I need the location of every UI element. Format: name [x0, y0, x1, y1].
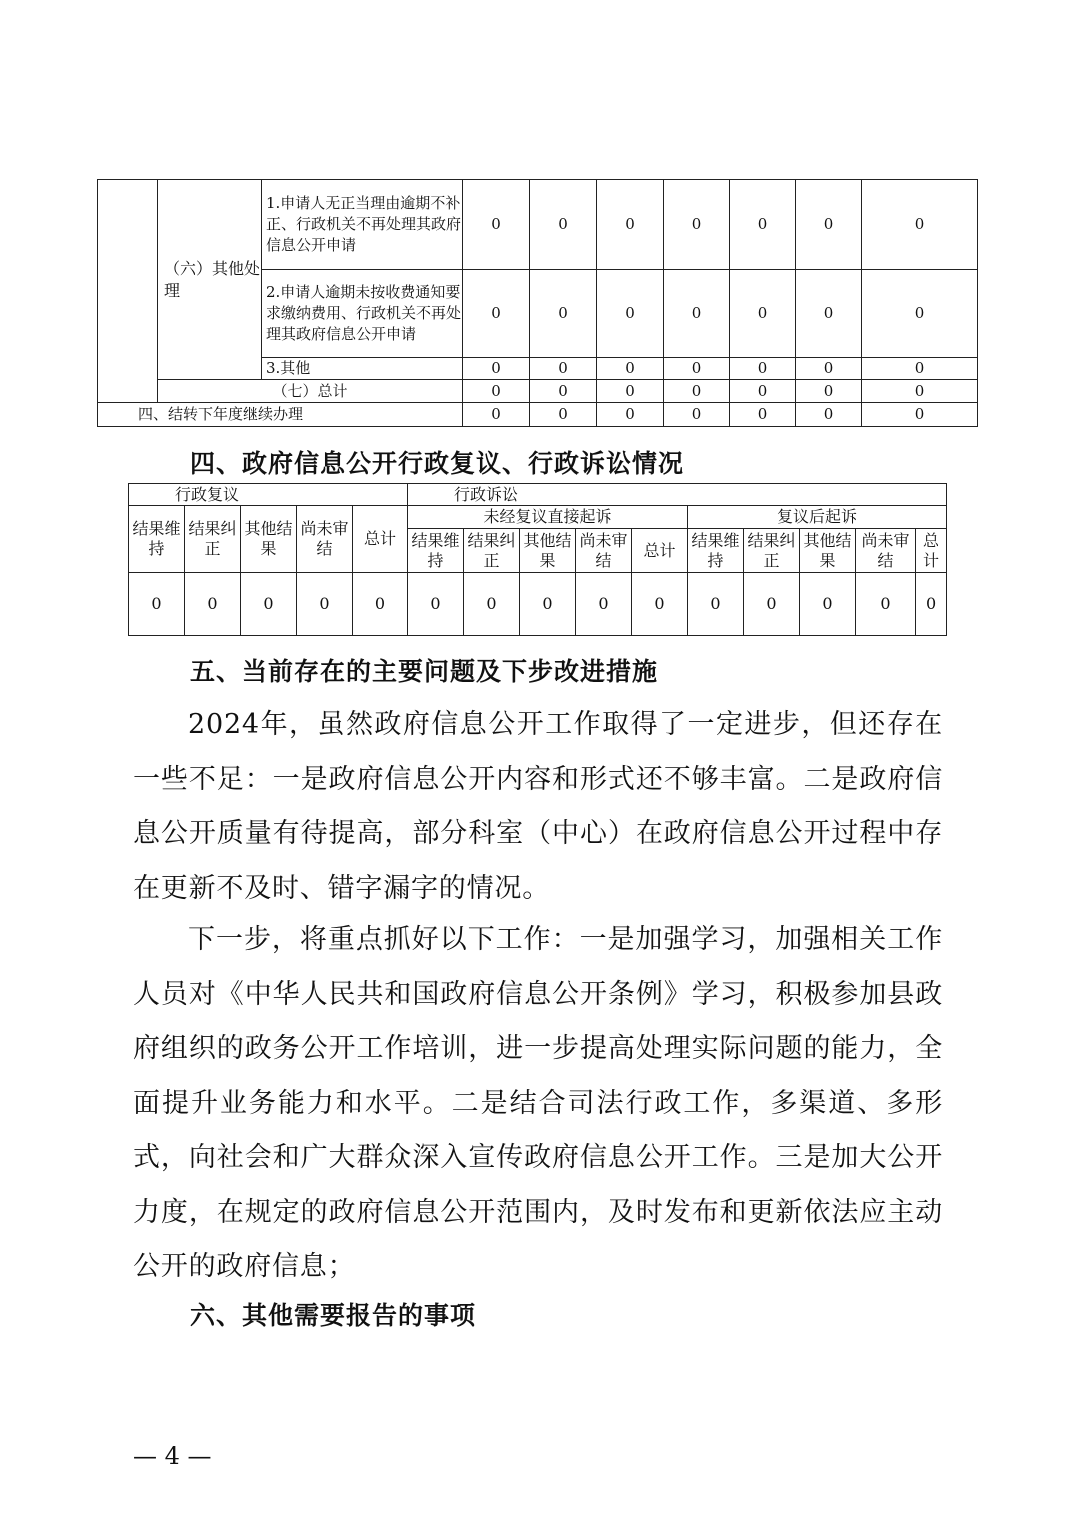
- table-cell: 0: [597, 180, 664, 270]
- table-cell: 0: [530, 180, 597, 270]
- table-cell: 0: [464, 573, 520, 636]
- table-cell: 0: [597, 380, 664, 403]
- table-cell: 0: [856, 573, 916, 636]
- column-header: 其他结果: [800, 529, 856, 573]
- table-cell: 0: [408, 573, 464, 636]
- table-cell: 0: [796, 358, 862, 380]
- table-cell: 0: [730, 358, 796, 380]
- section-5-heading: 五、当前存在的主要问题及下步改进措施: [190, 657, 659, 686]
- column-header: 尚未审结: [576, 529, 632, 573]
- table-cell: 0: [730, 403, 796, 427]
- table-cell: 0: [463, 380, 530, 403]
- table-cell: 0: [916, 573, 947, 636]
- table-cell: 0: [800, 573, 856, 636]
- direct-suit-header: 未经复议直接起诉: [408, 506, 688, 529]
- table-cell: 0: [353, 573, 408, 636]
- next-steps-paragraph: 下一步，将重点抓好以下工作：一是加强学习，加强相关工作人员对《中华人民共和国政府信息公开条例》学习，积极参加县政府组织的政务公开工作培训，进一步提高处理实际问题的能力，全面提升业务能力和水平。二是结合司法行政工作，多渠道、多形式，向社会和广大群众深入宣传政府信息公开工作。三是加大公开力度，在规定的政府信息公开范围内，及时发布和更新依法应主动公开的政府信息；: [133, 924, 943, 1282]
- row-label: 1.申请人无正当理由逾期不补正、行政机关不再处理其政府信息公开申请: [262, 180, 463, 270]
- table-cell: 0: [241, 573, 297, 636]
- category-other-processing: （六）其他处理: [158, 180, 262, 380]
- table-cell: 0: [730, 270, 796, 358]
- table-cell: 0: [730, 380, 796, 403]
- table-cell: 0: [297, 573, 353, 636]
- application-processing-table: [97, 179, 978, 427]
- column-header: 其他结果: [241, 506, 297, 573]
- table-cell: 0: [862, 270, 978, 358]
- section-6-heading: 六、其他需要报告的事项: [190, 1301, 477, 1330]
- suit-after-review-header: 复议后起诉: [688, 506, 947, 529]
- admin-litigation-header: 行政诉讼: [408, 484, 947, 506]
- table-cell: 0: [664, 180, 730, 270]
- table-cell: 0: [862, 180, 978, 270]
- column-header: 尚未审结: [297, 506, 353, 573]
- table-cell: 0: [463, 403, 530, 427]
- column-header: 总计: [632, 529, 688, 573]
- table-cell: 0: [463, 180, 530, 270]
- row-label: 2.申请人逾期未按收费通知要求缴纳费用、行政机关不再处理其政府信息公开申请: [262, 270, 463, 358]
- outer-category-cell: [98, 180, 158, 403]
- table-cell: 0: [796, 270, 862, 358]
- table-cell: 0: [530, 380, 597, 403]
- review-litigation-table: [128, 483, 947, 636]
- table-cell: 0: [688, 573, 744, 636]
- table-cell: 0: [597, 270, 664, 358]
- table-cell: 0: [796, 403, 862, 427]
- table-cell: 0: [520, 573, 576, 636]
- column-header: 总计: [916, 529, 947, 573]
- column-header: 尚未审结: [856, 529, 916, 573]
- table-cell: 0: [862, 380, 978, 403]
- total-row-label: （七）总计: [158, 380, 463, 403]
- table-cell: 0: [796, 380, 862, 403]
- admin-review-header: 行政复议: [129, 484, 408, 506]
- carry-over-row-label: 四、结转下年度继续办理: [98, 403, 463, 427]
- page-number: — 4 —: [133, 1442, 212, 1470]
- table-cell: 0: [463, 270, 530, 358]
- table-cell: 0: [576, 573, 632, 636]
- table-cell: 0: [185, 573, 241, 636]
- table-cell: 0: [664, 380, 730, 403]
- problems-paragraph: 2024年，虽然政府信息公开工作取得了一定进步，但还存在一些不足：一是政府信息公开内容和形式还不够丰富。二是政府信息公开质量有待提高，部分科室（中心）在政府信息公开过程中存在更新不及时、错字漏字的情况。: [133, 709, 943, 904]
- table-cell: 0: [862, 403, 978, 427]
- table-cell: 0: [597, 403, 664, 427]
- table-cell: 0: [744, 573, 800, 636]
- column-header: 结果维持: [129, 506, 185, 573]
- column-header: 结果纠正: [744, 529, 800, 573]
- column-header: 结果维持: [688, 529, 744, 573]
- column-header: 结果维持: [408, 529, 464, 573]
- table-cell: 0: [632, 573, 688, 636]
- table-cell: 0: [597, 358, 664, 380]
- table-cell: 0: [730, 180, 796, 270]
- column-header: 总计: [353, 506, 408, 573]
- table-cell: 0: [664, 403, 730, 427]
- table-cell: 0: [664, 270, 730, 358]
- column-header: 结果纠正: [464, 529, 520, 573]
- column-header: 结果纠正: [185, 506, 241, 573]
- table-cell: 0: [530, 270, 597, 358]
- row-label: 3.其他: [262, 358, 463, 380]
- table-cell: 0: [796, 180, 862, 270]
- table-cell: 0: [463, 358, 530, 380]
- column-header: 其他结果: [520, 529, 576, 573]
- table-cell: 0: [530, 403, 597, 427]
- table-cell: 0: [664, 358, 730, 380]
- table-cell: 0: [129, 573, 185, 636]
- table-cell: 0: [530, 358, 597, 380]
- section-4-heading: 四、政府信息公开行政复议、行政诉讼情况: [190, 449, 685, 478]
- table-cell: 0: [862, 358, 978, 380]
